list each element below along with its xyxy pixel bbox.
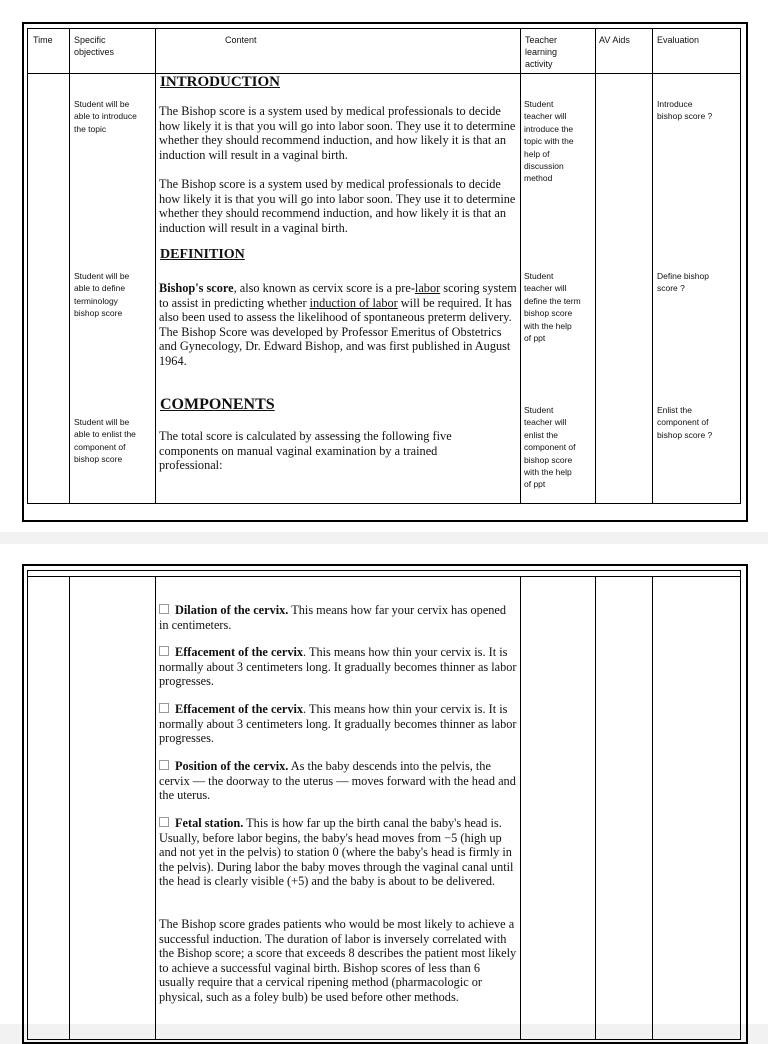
header-teacher-activity: Teacher learning activity bbox=[525, 35, 558, 69]
definition-term: Bishop's score bbox=[159, 281, 234, 295]
definition-paragraph: Bishop's score, also known as cervix score is a pre-labor scoring system to assist in predicting whether induction of labor will be required. It has also been used to assess the likelihood of spontaneous preterm delivery. The Bishop Score was developed by Professor Emeritus of Obstetrics and Gynecology, Dr. Edward Bishop, and was first published in August 1964. bbox=[159, 281, 517, 368]
header-objectives: Specific objectives bbox=[74, 35, 115, 57]
evaluation-introduce: Introduce bishop score ? bbox=[657, 99, 713, 122]
teacher-activity-introduce: Student teacher will introduce the topic with the help of discussion method bbox=[524, 99, 574, 184]
component-item-position: Position of the cervix. As the baby descends into the pelvis, the cervix — the doorway to the uterus — moves forward with the head and the uterus. bbox=[159, 759, 516, 803]
heading-introduction: INTRODUCTION bbox=[160, 74, 281, 90]
component-item-effacement-2: Effacement of the cervix. This means how thin your cervix is. It is normally about 3 centimeters long. It gradually becomes thinner as labor progresses. bbox=[159, 702, 517, 746]
bullet-box-icon bbox=[159, 760, 169, 770]
heading-definition: DEFINITION bbox=[160, 247, 245, 262]
objective-introduce: Student will be able to introduce the topic bbox=[74, 99, 137, 134]
components-paragraph: The total score is calculated by assessing the following five components on manual vaginal examination by a trained professional: bbox=[159, 429, 452, 473]
link-labor[interactable]: labor bbox=[414, 281, 441, 295]
heading-components: COMPONENTS bbox=[160, 396, 275, 413]
objective-define: Student will be able to define terminology bishop score bbox=[74, 271, 130, 319]
evaluation-enlist: Enlist the component of bishop score ? bbox=[657, 405, 713, 440]
teacher-activity-define: Student teacher will define the term bishop score with the help of ppt bbox=[524, 271, 581, 344]
header-time: Time bbox=[33, 35, 53, 45]
intro-paragraph-2: The Bishop score is a system used by medical professionals to decide how likely it is that you will go into labor soon. They use it to determine whether they should recommend induction, and how likely it is that an induction will result in a vaginal birth. bbox=[159, 177, 516, 235]
page-2 bbox=[0, 544, 768, 1024]
bullet-box-icon bbox=[159, 817, 169, 827]
intro-paragraph-1: The Bishop score is a system used by medical professionals to decide how likely it is that you will go into labor soon. They use it to determine whether they should recommend induction, and how likely it is that an induction will result in a vaginal birth. bbox=[159, 104, 516, 162]
bullet-box-icon bbox=[159, 703, 169, 713]
component-item-effacement: Effacement of the cervix. This means how thin your cervix is. It is normally about 3 centimeters long. It gradually becomes thinner as labor progresses. bbox=[159, 645, 517, 689]
link-induction-of-labor[interactable]: induction of labor bbox=[309, 295, 398, 310]
bullet-box-icon bbox=[159, 604, 169, 614]
header-content: Content bbox=[225, 35, 257, 45]
component-item-dilation: Dilation of the cervix. This means how far your cervix has opened in centimeters. bbox=[159, 603, 507, 632]
header-evaluation: Evaluation bbox=[657, 35, 700, 45]
objective-enlist: Student will be able to enlist the component of bishop score bbox=[74, 417, 136, 465]
header-av-aids: AV Aids bbox=[599, 35, 630, 45]
bullet-box-icon bbox=[159, 646, 169, 656]
teacher-activity-enlist: Student teacher will enlist the component of bishop score with the help of ppt bbox=[524, 405, 576, 490]
evaluation-define: Define bishop score ? bbox=[657, 271, 709, 294]
component-item-fetal-station: Fetal station. This is how far up the birth canal the baby's head is. Usually, before labor begins, the baby's head moves from −5 (high up and not yet in the pelvis) to station 0 (where the baby's head is firmly in the pelvis). During labor the baby moves through the vaginal canal until the head is clearly visible (+5) and the baby is about to be delivered. bbox=[159, 816, 514, 889]
closing-paragraph: The Bishop score grades patients who would be most likely to achieve a successful induction. The duration of labor is inversely correlated with the Bishop score; a score that exceeds 8 describes the patient most likely to achieve a successful vaginal birth. Bishop scores of less than 6 usually require that a cervical ripening method (pharmacologic or physical, such as a foley bulb) be used before other methods. bbox=[159, 917, 517, 1004]
